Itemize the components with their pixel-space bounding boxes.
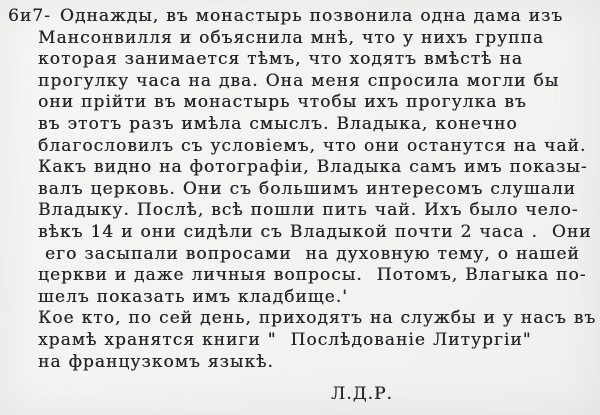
text-line: храмѣ хранятся книги " Послѣдованіе Литургіи" xyxy=(38,329,532,350)
text-line: въ этотъ разъ имѣла смыслъ. Владыка, конечно xyxy=(38,113,518,134)
photo-reference: 6и7- xyxy=(8,6,51,26)
signature-initials: Л.Д.Р. xyxy=(331,384,393,405)
text-line xyxy=(8,6,592,28)
text-line: шелъ показать имъ кладбище.' xyxy=(38,286,348,307)
text-line: валъ церковь. Они съ большимъ интересомъ слушали xyxy=(38,178,576,199)
text-line: Мансонвилля и объяснила мнѣ, что у нихъ группа xyxy=(38,27,545,48)
text-line: вѣкъ 14 и они сидѣли съ Владыкой почти 2 часа . Они xyxy=(38,221,592,242)
text-line: его засыпали вопросами на духовную тему, о нашей xyxy=(38,243,580,264)
text-line: они прійти въ монастырь чтобы ихъ прогулка въ xyxy=(38,92,527,113)
text-line: церкви и даже личныя вопросы. Потомъ, Влагыка по- xyxy=(38,265,587,286)
text-line: прогулку часа на два. Она меня спросила могли бы xyxy=(38,70,560,91)
text-line: Какъ видно на фотографіи, Владыка самъ имъ показы- xyxy=(38,157,588,178)
line-text: Однажды, въ монастырь позвонила одна дама изъ xyxy=(59,6,564,26)
text-line: Владыку. Послѣ, всѣ пошли пить чай. Ихъ было чело- xyxy=(38,200,579,221)
text-line: на французкомъ языкѣ. xyxy=(38,351,274,372)
text-line: Кое кто, по сей день, приходятъ на службы и у насъ въ xyxy=(38,308,597,329)
text-line: благословилъ съ условіемъ, что они останутся на чай. xyxy=(38,135,587,156)
text-line: которая занимается тѣмъ, что ходятъ вмѣстѣ на xyxy=(38,49,523,70)
